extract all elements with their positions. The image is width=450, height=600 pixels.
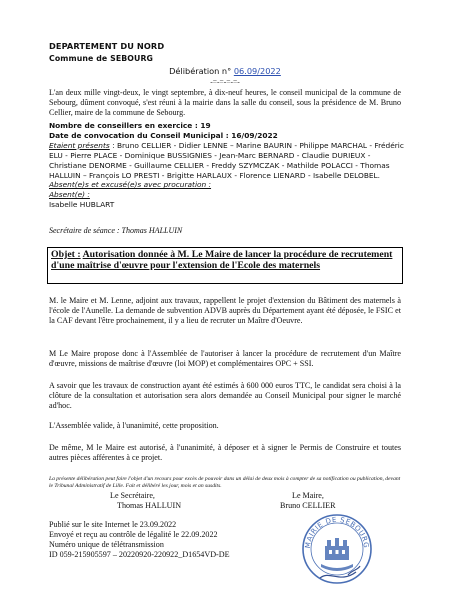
paragraph-vote: L'Assemblée valide, à l'unanimité, cette proposition. [49,421,219,430]
object-box [47,247,403,284]
object-text: Autorisation donnée à M. Le Maire de lancer la procédure de recrutement d'une maîtrise d'œuvre pour l'extension de l'Ecole des maternels [51,249,393,272]
paragraph-proposal: M Le Maire propose donc à l'Assemblée de l'autoriser à lancer la procédure de recrutement d'un Maître d'œuvre, missions de maîtrise d'œuvre (loi MOP) et complémentaires OPC + SSI. [49,349,401,369]
present-members: Etaient présents : Bruno CELLIER - Didier LENNE – Marine BAURIN - Philippe MARCHAL - Frédéric ELU - Pierre PLACE - Dominique BUSSIGNIES - Jean-Marc BERNARD - Claudie DURIEUX - Christiane DENORME - Guillaume CELLIER - Freddy SZYMCZAK - Mathilde POLACCI - Thomas HALLUIN – François LO PRESTI - Brigitte HARLAUX - Florence LIENARD - Isabelle DELOBEL. [49,140,404,180]
publication-id-label: Numéro unique de télétransmission [49,540,164,549]
absent-name: Isabelle HUBLART [49,200,115,210]
object-label: Objet : [51,249,81,260]
intro-paragraph: L'an deux mille vingt-deux, le vingt septembre, à dix-neuf heures, le conseil municipal de la commune de Sebourg, dûment convoqué, s'est réuni à la mairie dans la salle du conseil, sous la présidence de M. Bruno Cellier, maire de la commune de Sebourg. [49,88,401,118]
absent-label: Absent(e) : [49,190,90,200]
mairie-stamp [300,512,374,586]
deliberation-heading [0,66,450,76]
mayor-title: Le Maire, [292,491,324,500]
secretary-name: Thomas HALLUIN [117,501,182,510]
mayor-name: Bruno CELLIER [280,501,336,510]
members-count: Nombre de conseillers en exercice : 19 [49,121,211,130]
commune-name: Commune de SEBOURG [49,54,154,63]
session-secretary: Secrétaire de séance : Thomas HALLUIN [49,226,183,235]
recourse-notice: La présente délibération peut faire l'objet d'un recours pour excès de pouvoir dans un délai de deux mois à compter de sa notification ou publication, devant le Tribunal Administratif de Lille. Fait et délibéré les jour, mois et an susdits. [49,476,401,489]
secretary-title: Le Secrétaire, [110,491,155,500]
absent-with-proxy-label: Absent(e)s et excusé(e)s avec procuration : [49,180,212,190]
separator: -=-=-=-=- [210,77,240,86]
paragraph-project: M. le Maire et M. Lenne, adjoint aux travaux, rappellent le projet d'extension du Bâtiment des maternels à l'école de l'Aunelle. La demande de subvention ADVB auprès du Département ayant été déposée, le FSIC et la CAF devant l'être prochainement, il y a lieu de recruter un Maître d'Oeuvre. [49,296,401,326]
publication-internet: Publié sur le site Internet le 23.09.2022 [49,520,177,529]
deliberation-label: Délibération n° [169,66,232,76]
publication-legality: Envoyé et reçu au contrôle de légalité le 22.09.2022 [49,530,218,539]
department-title: DEPARTEMENT DU NORD [49,41,165,51]
svg-text:MAIRIE DE SEBOURG: MAIRIE DE SEBOURG [303,515,371,549]
session-details [49,121,404,210]
paragraph-permit: De même, M le Maire est autorisé, à l'unanimité, à déposer et à signer le Permis de Construire et toutes autres pièces afférentes à ce projet. [49,443,401,463]
deliberation-number: 06.09/2022 [233,66,281,76]
publication-id: ID 059-215905597 – 20220920-220922_D1654VD-DE [49,550,230,559]
convocation-date: Date de convocation du Conseil Municipal : 16/09/2022 [49,130,278,140]
paragraph-estimate: A savoir que les travaux de construction ayant été estimés à 600 000 euros TTC, le candidat sera choisi à la clôture de la consultation et autorisation sera alors demandée au Conseil Municipal pour signer le marché ad'hoc. [49,381,401,411]
